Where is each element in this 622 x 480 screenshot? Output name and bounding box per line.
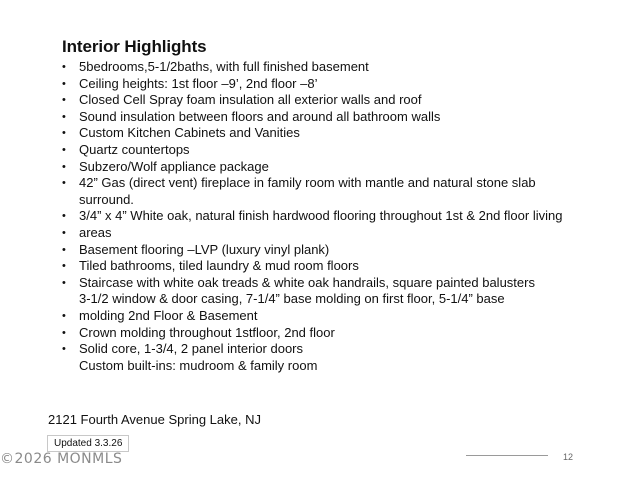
list-item (62, 59, 610, 76)
page-number: 12 (563, 452, 574, 462)
bullet-glyph: • (62, 77, 66, 90)
footer-rule (466, 455, 548, 456)
list-item (62, 92, 610, 109)
list-item (62, 258, 610, 275)
list-item-text: molding 2nd Floor & Basement (79, 307, 258, 323)
page-title: Interior Highlights (62, 37, 207, 56)
list-item (62, 142, 610, 159)
mls-watermark: ©2026 MONMLS (0, 451, 123, 467)
bullet-glyph: • (62, 110, 66, 123)
bullet-glyph: • (62, 143, 66, 156)
list-item-text: areas (79, 224, 112, 240)
list-item-text: 5bedrooms,5-1/2baths, with full finished basement (79, 59, 369, 74)
bullet-glyph: • (62, 343, 66, 356)
list-item-text: Tiled bathrooms, tiled laundry & mud room floors (79, 258, 359, 274)
list-item (62, 109, 610, 126)
list-item-text: Basement flooring –LVP (luxury vinyl plank) (79, 241, 330, 257)
bullet-glyph: • (62, 309, 66, 322)
list-item (62, 208, 610, 225)
bullet-glyph: • (62, 210, 66, 223)
list-item-continuation: 3-1/2 window & door casing, 7-1/4” base molding on first floor, 5-1/4” base (79, 291, 505, 307)
list-item-text: 42” Gas (direct vent) fireplace in family room with mantle and natural stone slab (79, 175, 536, 191)
list-item-text: Closed Cell Spray foam insulation all exterior walls and roof (79, 92, 422, 108)
list-item (62, 159, 610, 176)
list-item-text: Sound insulation between floors and around all bathroom walls (79, 108, 441, 124)
bullet-glyph: • (62, 243, 66, 256)
list-item (62, 175, 610, 208)
bullet-glyph: • (62, 160, 66, 173)
bullet-glyph: • (62, 177, 66, 190)
bullet-glyph: • (62, 326, 66, 339)
list-item (62, 76, 610, 93)
bullet-glyph: • (62, 61, 66, 73)
list-item-text: Subzero/Wolf appliance package (79, 158, 269, 174)
bullet-glyph: • (62, 127, 66, 140)
list-item (62, 125, 610, 142)
list-item-text: 3/4” x 4” White oak, natural finish hardwood flooring throughout 1st & 2nd floor living (79, 208, 563, 224)
bullet-glyph: • (62, 94, 66, 107)
list-item (62, 225, 610, 242)
list-item (62, 242, 610, 259)
list-item-continuation: surround. (79, 191, 134, 207)
list-item (62, 325, 610, 342)
list-item-text: Quartz countertops (79, 141, 190, 157)
list-item-text: Crown molding throughout 1stfloor, 2nd floor (79, 324, 335, 340)
bullet-glyph: • (62, 276, 66, 289)
bullet-glyph: • (62, 260, 66, 273)
list-item-text: Ceiling heights: 1st floor –9’, 2nd floor –8’ (79, 75, 318, 91)
property-address: 2121 Fourth Avenue Spring Lake, NJ (48, 412, 261, 427)
list-item (62, 341, 610, 374)
list-item (62, 308, 610, 325)
list-item-text: Custom Kitchen Cabinets and Vanities (79, 125, 300, 141)
list-item-continuation: Custom built-ins: mudroom & family room (79, 357, 318, 373)
list-item (62, 275, 610, 308)
updated-badge: Updated 3.3.26 (47, 435, 129, 452)
highlights-list (62, 59, 610, 374)
bullet-glyph: • (62, 226, 66, 239)
list-item-text: Staircase with white oak treads & white oak handrails, square painted balusters (79, 274, 535, 290)
list-item-text: Solid core, 1-3/4, 2 panel interior doors (79, 341, 304, 357)
